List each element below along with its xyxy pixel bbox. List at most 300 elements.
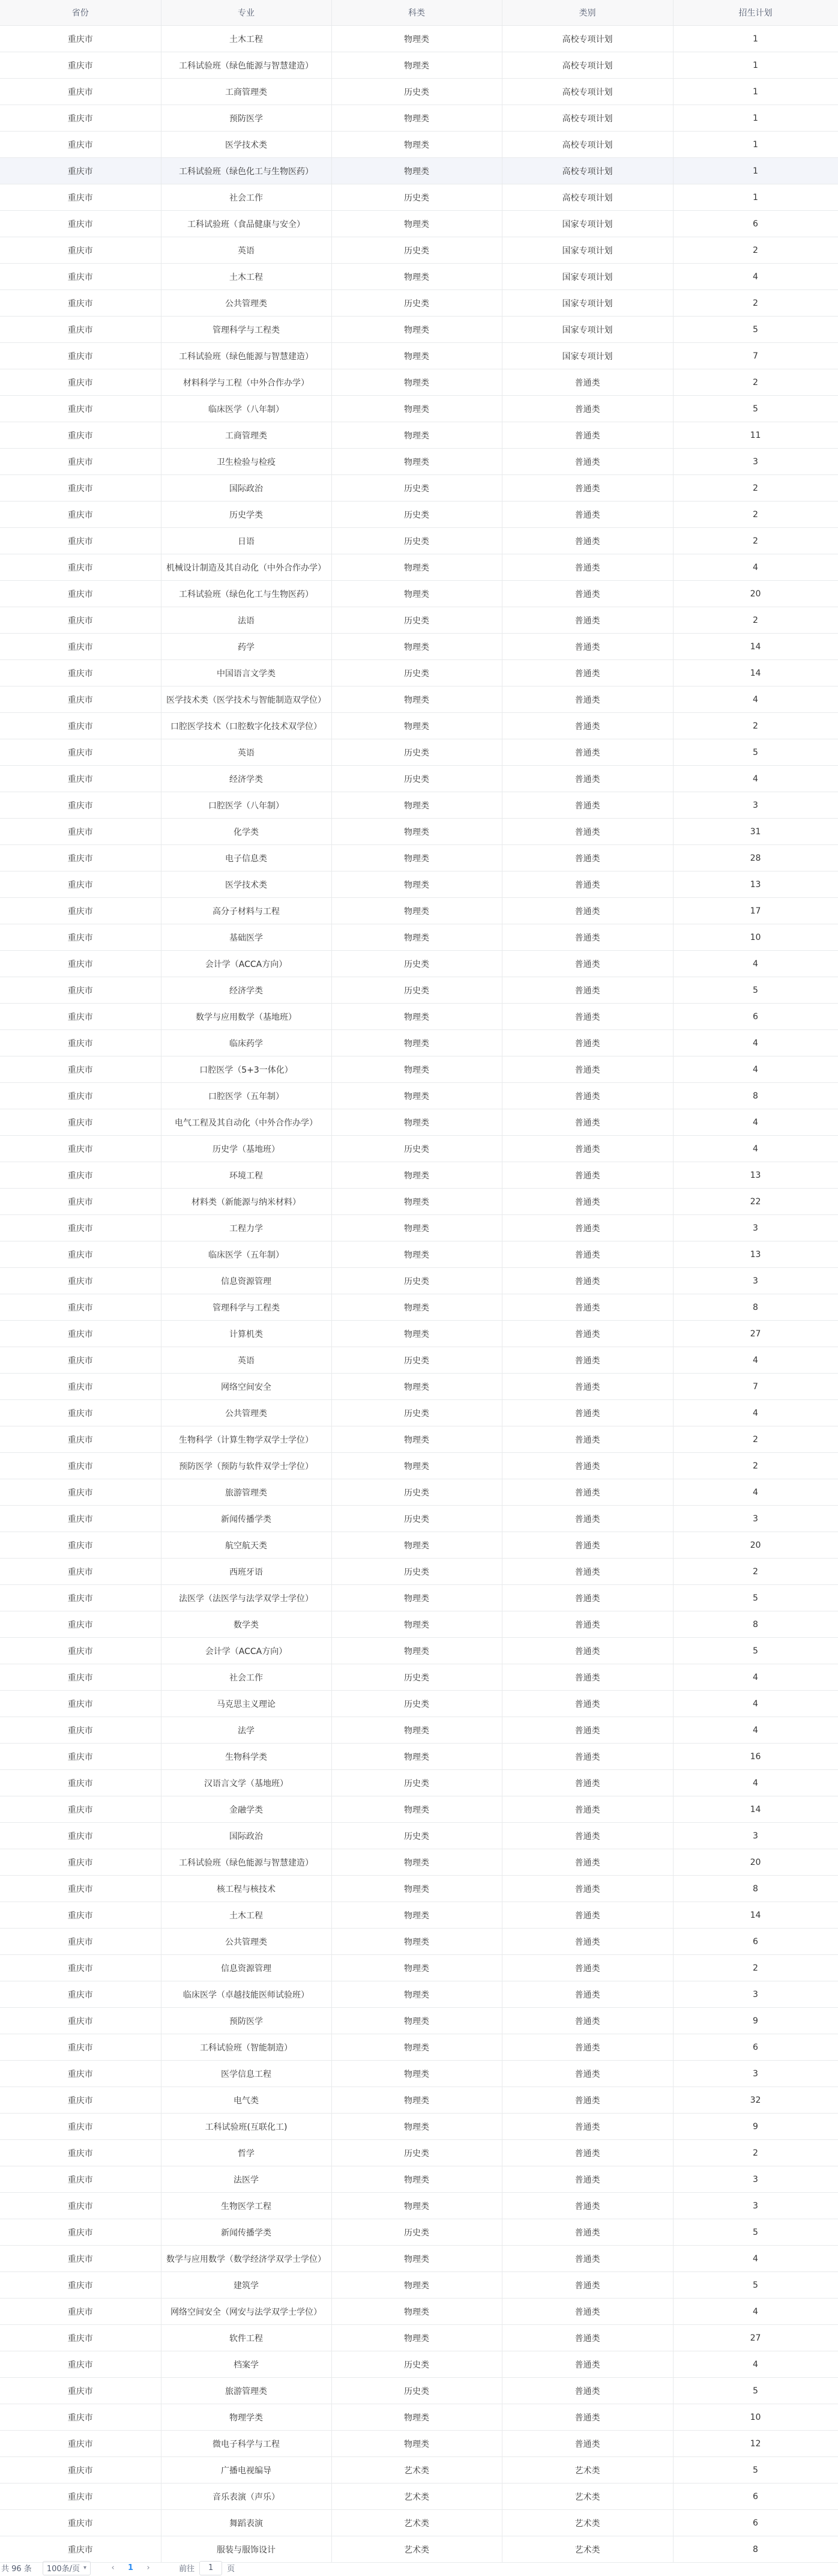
cell-plan-type: 普通类 xyxy=(502,2219,673,2246)
cell-major: 公共管理类 xyxy=(161,1929,331,1955)
cell-province: 重庆市 xyxy=(0,2246,161,2272)
table-row xyxy=(0,1638,838,1664)
cell-major: 工商管理类 xyxy=(161,79,331,105)
cell-province: 重庆市 xyxy=(0,2378,161,2404)
cell-subject-category: 物理类 xyxy=(331,105,502,132)
cell-plan-type: 普通类 xyxy=(502,1083,673,1109)
cell-province: 重庆市 xyxy=(0,2510,161,2536)
table-row xyxy=(0,1268,838,1294)
page-size-select[interactable] xyxy=(43,2561,91,2575)
cell-enrollment-plan: 8 xyxy=(673,2536,838,2563)
cell-subject-category: 物理类 xyxy=(331,1241,502,1268)
cell-plan-type: 普通类 xyxy=(502,1929,673,1955)
cell-province: 重庆市 xyxy=(0,1638,161,1664)
cell-major: 管理科学与工程类 xyxy=(161,1294,331,1321)
cell-enrollment-plan: 9 xyxy=(673,2008,838,2034)
cell-enrollment-plan: 2 xyxy=(673,2140,838,2166)
cell-subject-category: 物理类 xyxy=(331,1162,502,1189)
table-row xyxy=(0,898,838,924)
table-row xyxy=(0,2510,838,2536)
cell-province: 重庆市 xyxy=(0,132,161,158)
cell-plan-type: 普通类 xyxy=(502,1136,673,1162)
cell-province: 重庆市 xyxy=(0,1109,161,1136)
cell-enrollment-plan: 2 xyxy=(673,369,838,396)
cell-province: 重庆市 xyxy=(0,396,161,422)
cell-subject-category: 物理类 xyxy=(331,211,502,237)
cell-province: 重庆市 xyxy=(0,2484,161,2510)
cell-province: 重庆市 xyxy=(0,2008,161,2034)
chevron-right-icon[interactable]: › xyxy=(146,2563,150,2572)
cell-subject-category: 物理类 xyxy=(331,1796,502,1823)
cell-subject-category: 历史类 xyxy=(331,2140,502,2166)
cell-major: 临床药学 xyxy=(161,1030,331,1056)
cell-major: 基础医学 xyxy=(161,924,331,951)
cell-enrollment-plan: 9 xyxy=(673,2114,838,2140)
table-row xyxy=(0,1400,838,1426)
cell-enrollment-plan: 4 xyxy=(673,1056,838,1083)
table-row xyxy=(0,211,838,237)
cell-province: 重庆市 xyxy=(0,317,161,343)
cell-province: 重庆市 xyxy=(0,1902,161,1929)
cell-plan-type: 普通类 xyxy=(502,554,673,581)
table-row xyxy=(0,2219,838,2246)
cell-plan-type: 国家专项计划 xyxy=(502,264,673,290)
table-row xyxy=(0,2034,838,2061)
cell-major: 化学类 xyxy=(161,819,331,845)
table-row xyxy=(0,686,838,713)
cell-plan-type: 普通类 xyxy=(502,977,673,1004)
cell-major: 工科试验班（绿色能源与智慧建造） xyxy=(161,343,331,369)
cell-major: 中国语言文学类 xyxy=(161,660,331,686)
table-row xyxy=(0,1056,838,1083)
cell-province: 重庆市 xyxy=(0,449,161,475)
cell-subject-category: 物理类 xyxy=(331,1426,502,1453)
cell-plan-type: 高校专项计划 xyxy=(502,105,673,132)
cell-plan-type: 普通类 xyxy=(502,1347,673,1374)
table-row xyxy=(0,1189,838,1215)
cell-province: 重庆市 xyxy=(0,105,161,132)
cell-enrollment-plan: 1 xyxy=(673,132,838,158)
cell-subject-category: 历史类 xyxy=(331,79,502,105)
cell-plan-type: 普通类 xyxy=(502,396,673,422)
cell-plan-type: 普通类 xyxy=(502,2140,673,2166)
cell-province: 重庆市 xyxy=(0,581,161,607)
table-row xyxy=(0,1162,838,1189)
table-row xyxy=(0,792,838,819)
cell-enrollment-plan: 12 xyxy=(673,2431,838,2457)
cell-plan-type: 普通类 xyxy=(502,1056,673,1083)
table-row xyxy=(0,924,838,951)
cell-enrollment-plan: 4 xyxy=(673,1030,838,1056)
cell-plan-type: 普通类 xyxy=(502,1532,673,1559)
cell-plan-type: 普通类 xyxy=(502,2325,673,2351)
table-row xyxy=(0,1374,838,1400)
table-row xyxy=(0,2087,838,2114)
cell-enrollment-plan: 4 xyxy=(673,2299,838,2325)
cell-subject-category: 物理类 xyxy=(331,158,502,184)
table-row xyxy=(0,184,838,211)
cell-enrollment-plan: 3 xyxy=(673,1215,838,1241)
cell-subject-category: 历史类 xyxy=(331,290,502,317)
cell-subject-category: 物理类 xyxy=(331,1955,502,1981)
cell-plan-type: 普通类 xyxy=(502,1109,673,1136)
header-plan-type: 类别 xyxy=(502,0,673,26)
table-row xyxy=(0,396,838,422)
cell-enrollment-plan: 8 xyxy=(673,1083,838,1109)
cell-enrollment-plan: 4 xyxy=(673,1347,838,1374)
cell-subject-category: 历史类 xyxy=(331,1347,502,1374)
cell-subject-category: 物理类 xyxy=(331,1532,502,1559)
cell-province: 重庆市 xyxy=(0,1559,161,1585)
cell-province: 重庆市 xyxy=(0,1321,161,1347)
table-row xyxy=(0,158,838,184)
cell-major: 信息资源管理 xyxy=(161,1955,331,1981)
page-unit-label: 页 xyxy=(227,2565,235,2574)
cell-major: 日语 xyxy=(161,528,331,554)
cell-major: 航空航天类 xyxy=(161,1532,331,1559)
table-row xyxy=(0,713,838,739)
cell-subject-category: 物理类 xyxy=(331,2008,502,2034)
cell-subject-category: 物理类 xyxy=(331,1929,502,1955)
cell-major: 新闻传播学类 xyxy=(161,1506,331,1532)
table-row xyxy=(0,1691,838,1717)
cell-province: 重庆市 xyxy=(0,871,161,898)
cell-enrollment-plan: 6 xyxy=(673,1929,838,1955)
cell-plan-type: 普通类 xyxy=(502,2193,673,2219)
table-body xyxy=(0,26,838,2563)
cell-enrollment-plan: 17 xyxy=(673,898,838,924)
cell-major: 土木工程 xyxy=(161,1902,331,1929)
cell-major: 微电子科学与工程 xyxy=(161,2431,331,2457)
table-row xyxy=(0,1664,838,1691)
table-row xyxy=(0,2193,838,2219)
cell-province: 重庆市 xyxy=(0,1004,161,1030)
cell-plan-type: 普通类 xyxy=(502,1823,673,1849)
cell-subject-category: 历史类 xyxy=(331,1400,502,1426)
table-row xyxy=(0,132,838,158)
cell-subject-category: 历史类 xyxy=(331,1506,502,1532)
cell-major: 环境工程 xyxy=(161,1162,331,1189)
cell-subject-category: 物理类 xyxy=(331,2299,502,2325)
cell-subject-category: 物理类 xyxy=(331,713,502,739)
cell-province: 重庆市 xyxy=(0,713,161,739)
cell-province: 重庆市 xyxy=(0,1083,161,1109)
table-row xyxy=(0,502,838,528)
cell-subject-category: 历史类 xyxy=(331,528,502,554)
table-row xyxy=(0,660,838,686)
cell-plan-type: 普通类 xyxy=(502,502,673,528)
cell-province: 重庆市 xyxy=(0,1056,161,1083)
cell-major: 广播电视编导 xyxy=(161,2457,331,2484)
cell-province: 重庆市 xyxy=(0,422,161,449)
cell-plan-type: 艺术类 xyxy=(502,2536,673,2563)
cell-enrollment-plan: 6 xyxy=(673,2034,838,2061)
table-row xyxy=(0,2140,838,2166)
cell-subject-category: 历史类 xyxy=(331,1691,502,1717)
cell-subject-category: 物理类 xyxy=(331,1374,502,1400)
cell-major: 医学技术类 xyxy=(161,871,331,898)
cell-major: 材料类（新能源与纳米材料） xyxy=(161,1189,331,1215)
cell-enrollment-plan: 20 xyxy=(673,581,838,607)
cell-province: 重庆市 xyxy=(0,2457,161,2484)
cell-plan-type: 普通类 xyxy=(502,422,673,449)
cell-major: 会计学（ACCA方向） xyxy=(161,1638,331,1664)
cell-enrollment-plan: 2 xyxy=(673,1559,838,1585)
table-row xyxy=(0,1823,838,1849)
cell-subject-category: 物理类 xyxy=(331,1744,502,1770)
cell-province: 重庆市 xyxy=(0,660,161,686)
cell-enrollment-plan: 28 xyxy=(673,845,838,871)
cell-major: 核工程与核技术 xyxy=(161,1876,331,1902)
cell-subject-category: 物理类 xyxy=(331,2087,502,2114)
cell-plan-type: 普通类 xyxy=(502,1585,673,1611)
cell-plan-type: 普通类 xyxy=(502,2378,673,2404)
cell-enrollment-plan: 1 xyxy=(673,105,838,132)
cell-province: 重庆市 xyxy=(0,2299,161,2325)
cell-enrollment-plan: 14 xyxy=(673,660,838,686)
cell-subject-category: 物理类 xyxy=(331,1611,502,1638)
cell-enrollment-plan: 27 xyxy=(673,2325,838,2351)
cell-enrollment-plan: 27 xyxy=(673,1321,838,1347)
cell-major: 英语 xyxy=(161,237,331,264)
cell-subject-category: 物理类 xyxy=(331,1109,502,1136)
cell-province: 重庆市 xyxy=(0,1691,161,1717)
cell-plan-type: 普通类 xyxy=(502,1506,673,1532)
cell-subject-category: 物理类 xyxy=(331,2325,502,2351)
pagination xyxy=(0,2560,838,2576)
cell-major: 英语 xyxy=(161,739,331,766)
cell-plan-type: 高校专项计划 xyxy=(502,26,673,52)
cell-major: 历史学类 xyxy=(161,502,331,528)
cell-plan-type: 普通类 xyxy=(502,660,673,686)
cell-enrollment-plan: 20 xyxy=(673,1532,838,1559)
cell-subject-category: 艺术类 xyxy=(331,2510,502,2536)
cell-enrollment-plan: 5 xyxy=(673,2272,838,2299)
cell-major: 临床医学（五年制） xyxy=(161,1241,331,1268)
cell-plan-type: 普通类 xyxy=(502,1400,673,1426)
cell-plan-type: 普通类 xyxy=(502,581,673,607)
goto-label: 前往 xyxy=(179,2565,195,2574)
cell-major: 医学技术类（医学技术与智能制造双学位） xyxy=(161,686,331,713)
cell-major: 口腔医学（五年制） xyxy=(161,1083,331,1109)
cell-subject-category: 艺术类 xyxy=(331,2457,502,2484)
cell-major: 生物医学工程 xyxy=(161,2193,331,2219)
cell-enrollment-plan: 4 xyxy=(673,2246,838,2272)
cell-major: 医学信息工程 xyxy=(161,2061,331,2087)
cell-plan-type: 国家专项计划 xyxy=(502,290,673,317)
header-major: 专业 xyxy=(161,0,331,26)
cell-enrollment-plan: 4 xyxy=(673,1664,838,1691)
cell-subject-category: 物理类 xyxy=(331,1056,502,1083)
cell-subject-category: 历史类 xyxy=(331,502,502,528)
table-row xyxy=(0,1796,838,1823)
cell-province: 重庆市 xyxy=(0,1664,161,1691)
table-row xyxy=(0,739,838,766)
cell-subject-category: 历史类 xyxy=(331,1268,502,1294)
cell-province: 重庆市 xyxy=(0,634,161,660)
cell-province: 重庆市 xyxy=(0,1162,161,1189)
cell-enrollment-plan: 1 xyxy=(673,184,838,211)
table-row xyxy=(0,1215,838,1241)
cell-subject-category: 物理类 xyxy=(331,686,502,713)
cell-plan-type: 普通类 xyxy=(502,1691,673,1717)
cell-major: 口腔医学（八年制） xyxy=(161,792,331,819)
cell-enrollment-plan: 3 xyxy=(673,449,838,475)
cell-province: 重庆市 xyxy=(0,792,161,819)
cell-subject-category: 物理类 xyxy=(331,26,502,52)
cell-enrollment-plan: 2 xyxy=(673,237,838,264)
chevron-left-icon[interactable]: ‹ xyxy=(111,2563,115,2572)
cell-subject-category: 历史类 xyxy=(331,237,502,264)
cell-province: 重庆市 xyxy=(0,369,161,396)
table-row xyxy=(0,449,838,475)
cell-plan-type: 艺术类 xyxy=(502,2510,673,2536)
cell-subject-category: 物理类 xyxy=(331,1638,502,1664)
cell-major: 服装与服饰设计 xyxy=(161,2536,331,2563)
cell-enrollment-plan: 11 xyxy=(673,422,838,449)
table-row xyxy=(0,1717,838,1744)
cell-plan-type: 普通类 xyxy=(502,1426,673,1453)
cell-major: 土木工程 xyxy=(161,264,331,290)
cell-subject-category: 历史类 xyxy=(331,1559,502,1585)
page-jump-input[interactable] xyxy=(199,2561,222,2575)
cell-enrollment-plan: 4 xyxy=(673,264,838,290)
cell-province: 重庆市 xyxy=(0,1849,161,1876)
table-row xyxy=(0,1955,838,1981)
cell-plan-type: 普通类 xyxy=(502,871,673,898)
cell-plan-type: 普通类 xyxy=(502,1189,673,1215)
cell-enrollment-plan: 5 xyxy=(673,317,838,343)
cell-province: 重庆市 xyxy=(0,1479,161,1506)
cell-province: 重庆市 xyxy=(0,1030,161,1056)
cell-plan-type: 普通类 xyxy=(502,951,673,977)
table-row xyxy=(0,2299,838,2325)
table-row xyxy=(0,2246,838,2272)
table-row xyxy=(0,1241,838,1268)
cell-enrollment-plan: 3 xyxy=(673,2166,838,2193)
table-row xyxy=(0,2536,838,2563)
cell-plan-type: 普通类 xyxy=(502,1981,673,2008)
table-header-row xyxy=(0,0,838,26)
cell-subject-category: 物理类 xyxy=(331,819,502,845)
cell-major: 预防医学（预防与软件双学士学位） xyxy=(161,1453,331,1479)
cell-subject-category: 历史类 xyxy=(331,660,502,686)
cell-enrollment-plan: 14 xyxy=(673,1902,838,1929)
cell-province: 重庆市 xyxy=(0,819,161,845)
cell-province: 重庆市 xyxy=(0,1268,161,1294)
cell-enrollment-plan: 13 xyxy=(673,1162,838,1189)
cell-major: 档案学 xyxy=(161,2351,331,2378)
cell-subject-category: 历史类 xyxy=(331,1770,502,1796)
cell-enrollment-plan: 4 xyxy=(673,1109,838,1136)
cell-plan-type: 普通类 xyxy=(502,2272,673,2299)
cell-enrollment-plan: 3 xyxy=(673,2193,838,2219)
cell-subject-category: 历史类 xyxy=(331,2351,502,2378)
table-row xyxy=(0,2431,838,2457)
cell-enrollment-plan: 1 xyxy=(673,79,838,105)
cell-enrollment-plan: 3 xyxy=(673,792,838,819)
table-row xyxy=(0,422,838,449)
cell-subject-category: 物理类 xyxy=(331,845,502,871)
table-row xyxy=(0,1321,838,1347)
cell-major: 工科试验班(互联化工) xyxy=(161,2114,331,2140)
header-province: 省份 xyxy=(0,0,161,26)
cell-major: 卫生检验与检疫 xyxy=(161,449,331,475)
cell-major: 旅游管理类 xyxy=(161,2378,331,2404)
cell-major: 医学技术类 xyxy=(161,132,331,158)
cell-major: 汉语言文学（基地班） xyxy=(161,1770,331,1796)
cell-plan-type: 普通类 xyxy=(502,2351,673,2378)
page-number-current[interactable]: 1 xyxy=(128,2563,134,2572)
cell-province: 重庆市 xyxy=(0,52,161,79)
cell-subject-category: 物理类 xyxy=(331,2246,502,2272)
cell-subject-category: 历史类 xyxy=(331,475,502,502)
cell-major: 口腔医学（5+3一体化） xyxy=(161,1056,331,1083)
cell-major: 工科试验班（绿色化工与生物医药） xyxy=(161,158,331,184)
table-row xyxy=(0,1744,838,1770)
cell-plan-type: 高校专项计划 xyxy=(502,184,673,211)
cell-subject-category: 物理类 xyxy=(331,1294,502,1321)
cell-major: 国际政治 xyxy=(161,475,331,502)
cell-enrollment-plan: 5 xyxy=(673,2378,838,2404)
cell-subject-category: 历史类 xyxy=(331,1479,502,1506)
cell-major: 数学类 xyxy=(161,1611,331,1638)
cell-plan-type: 艺术类 xyxy=(502,2484,673,2510)
cell-subject-category: 历史类 xyxy=(331,1664,502,1691)
table-row xyxy=(0,2114,838,2140)
cell-plan-type: 普通类 xyxy=(502,1744,673,1770)
cell-major: 高分子材料与工程 xyxy=(161,898,331,924)
cell-subject-category: 物理类 xyxy=(331,2061,502,2087)
cell-province: 重庆市 xyxy=(0,2034,161,2061)
table-row xyxy=(0,2325,838,2351)
cell-province: 重庆市 xyxy=(0,1929,161,1955)
table-row xyxy=(0,2378,838,2404)
cell-subject-category: 物理类 xyxy=(331,2114,502,2140)
cell-plan-type: 普通类 xyxy=(502,1453,673,1479)
cell-plan-type: 普通类 xyxy=(502,1030,673,1056)
header-enrollment-plan: 招生计划 xyxy=(673,0,838,26)
cell-enrollment-plan: 22 xyxy=(673,1189,838,1215)
cell-province: 重庆市 xyxy=(0,2061,161,2087)
cell-plan-type: 普通类 xyxy=(502,2246,673,2272)
cell-province: 重庆市 xyxy=(0,1532,161,1559)
cell-subject-category: 物理类 xyxy=(331,792,502,819)
cell-plan-type: 普通类 xyxy=(502,1902,673,1929)
table-row xyxy=(0,528,838,554)
cell-major: 数学与应用数学（数学经济学双学士学位） xyxy=(161,2246,331,2272)
cell-province: 重庆市 xyxy=(0,607,161,634)
cell-enrollment-plan: 2 xyxy=(673,1426,838,1453)
cell-plan-type: 普通类 xyxy=(502,713,673,739)
cell-plan-type: 普通类 xyxy=(502,1796,673,1823)
cell-province: 重庆市 xyxy=(0,211,161,237)
table-row xyxy=(0,2457,838,2484)
cell-major: 法医学 xyxy=(161,2166,331,2193)
cell-plan-type: 普通类 xyxy=(502,528,673,554)
cell-subject-category: 历史类 xyxy=(331,184,502,211)
cell-enrollment-plan: 4 xyxy=(673,554,838,581)
cell-subject-category: 历史类 xyxy=(331,1823,502,1849)
cell-subject-category: 艺术类 xyxy=(331,2536,502,2563)
cell-enrollment-plan: 1 xyxy=(673,52,838,79)
cell-province: 重庆市 xyxy=(0,924,161,951)
table-row xyxy=(0,264,838,290)
cell-plan-type: 普通类 xyxy=(502,1479,673,1506)
cell-enrollment-plan: 3 xyxy=(673,1823,838,1849)
table-row xyxy=(0,26,838,52)
cell-plan-type: 普通类 xyxy=(502,1162,673,1189)
